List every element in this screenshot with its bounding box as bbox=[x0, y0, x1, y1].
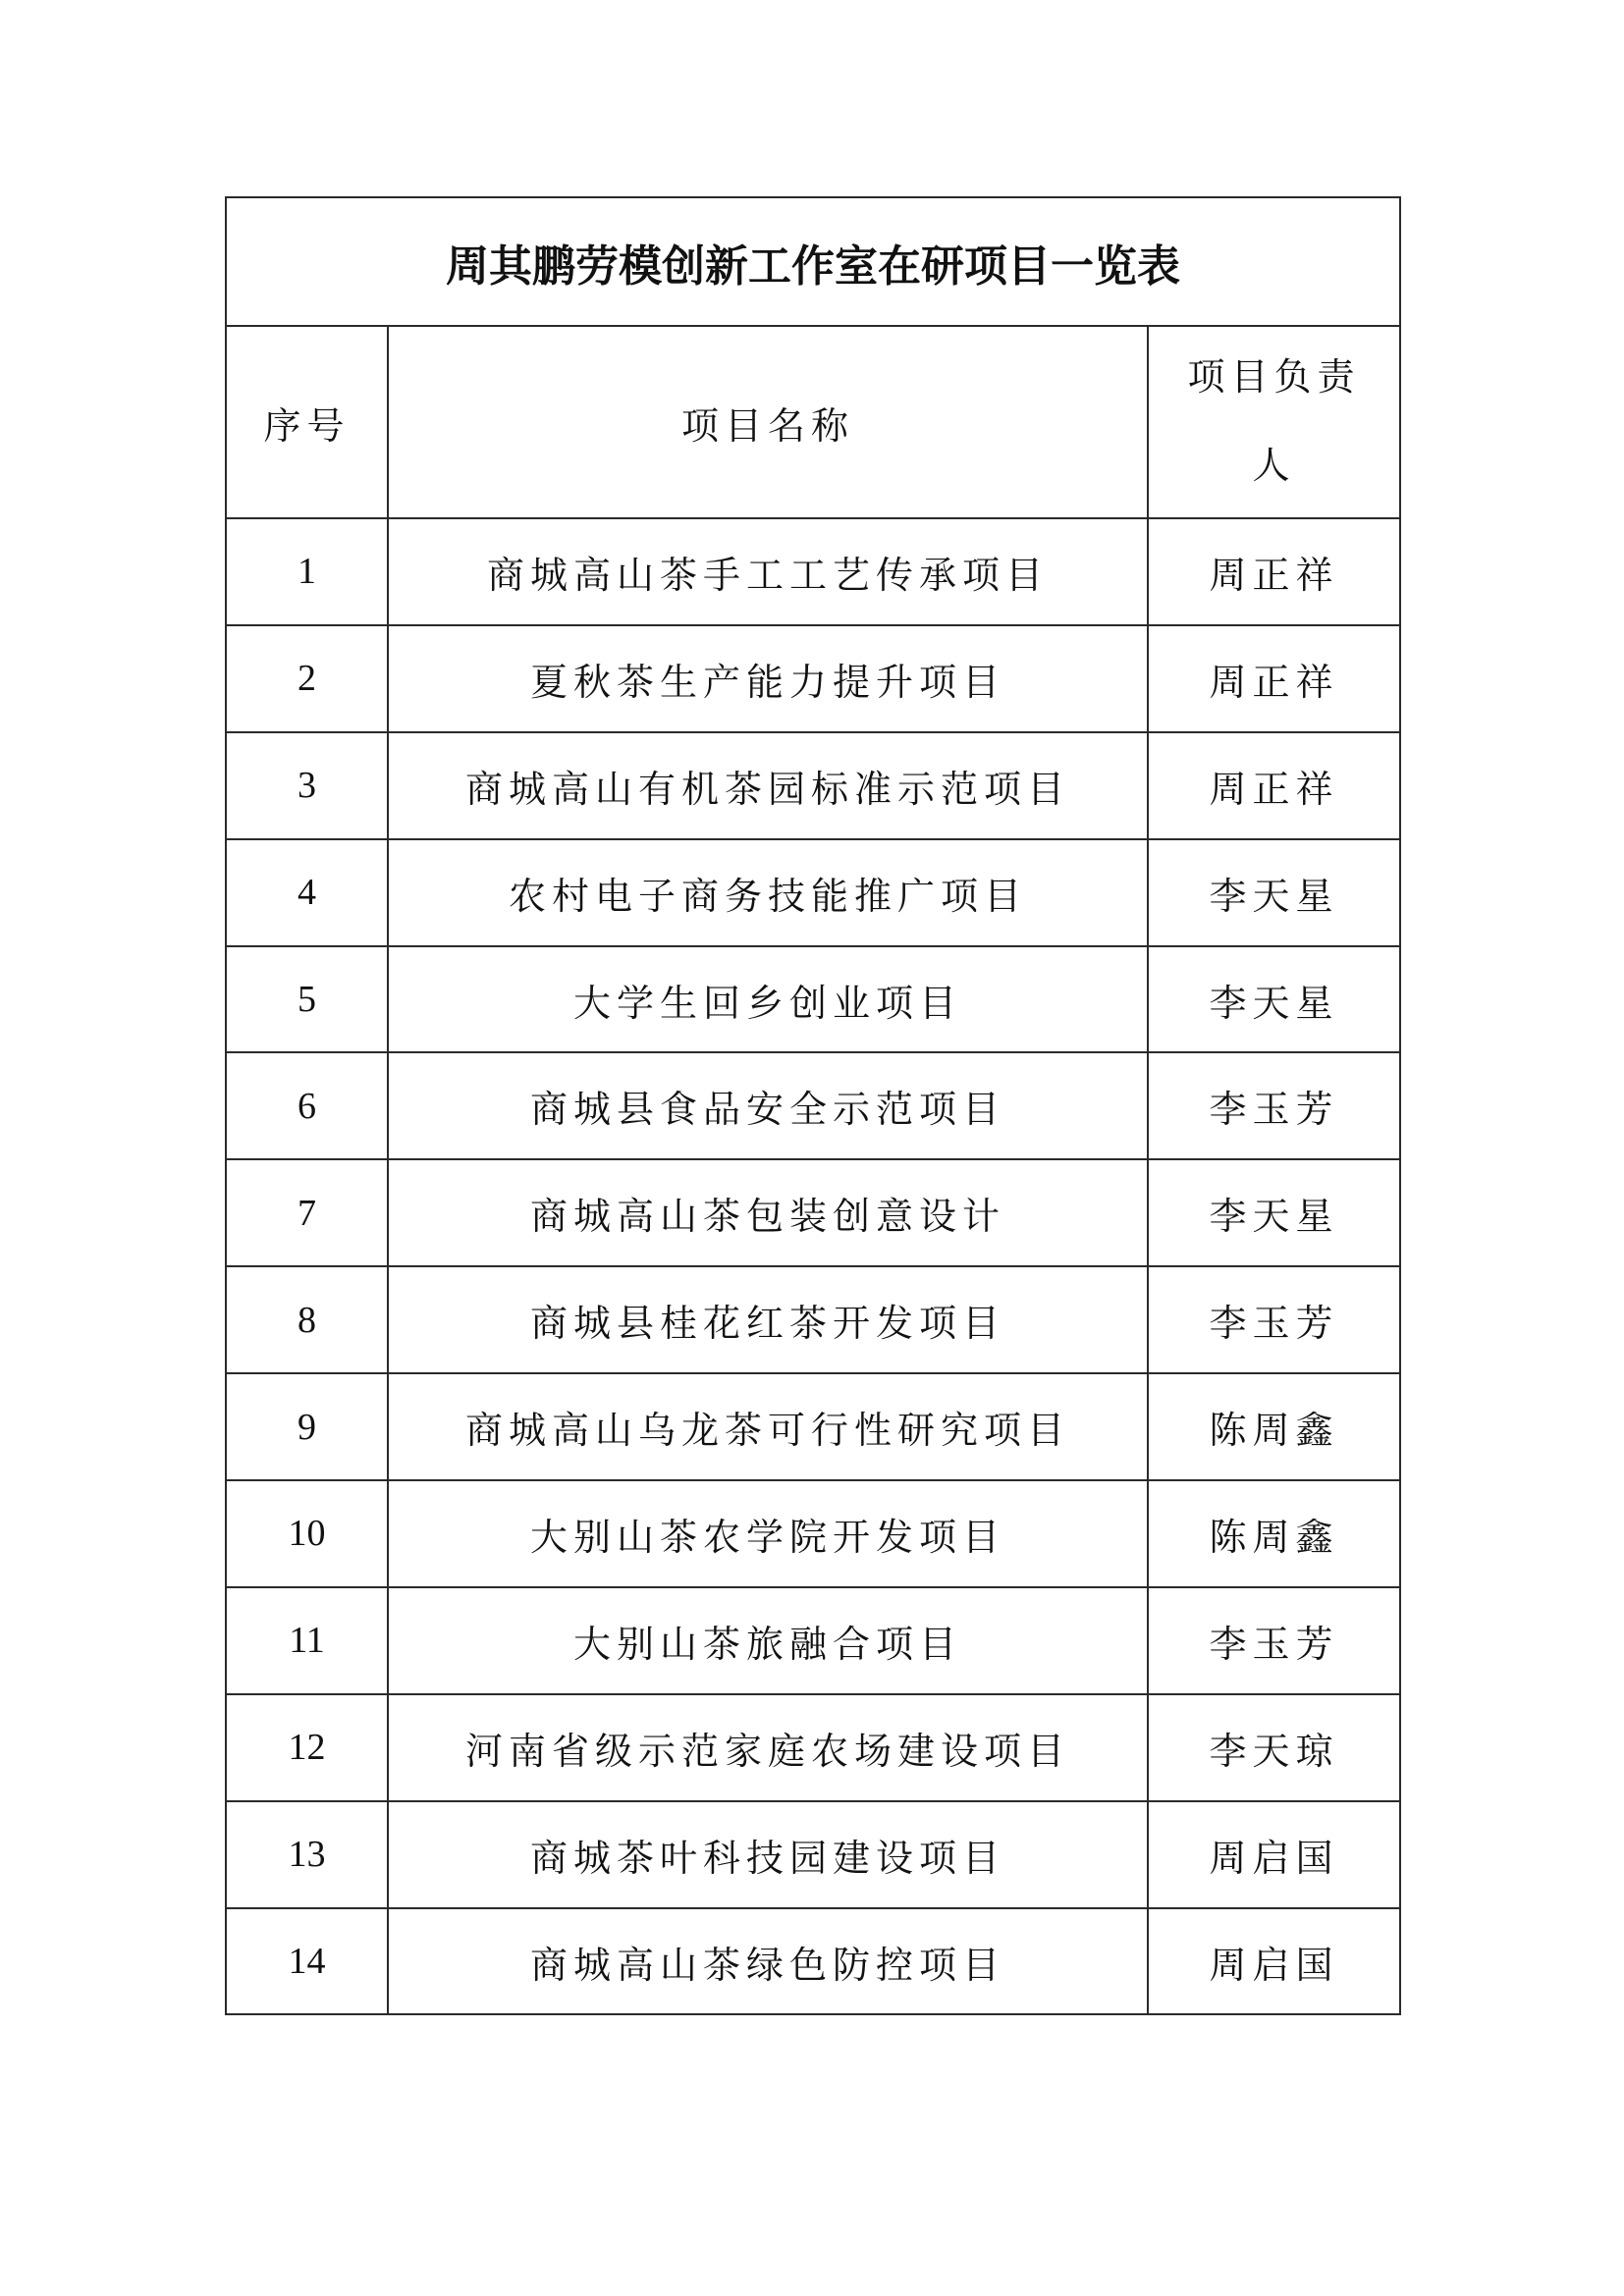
cell-owner: 李玉芳 bbox=[1148, 1052, 1400, 1159]
cell-project-name: 商城高山茶手工工艺传承项目 bbox=[388, 518, 1148, 625]
table-row bbox=[226, 839, 1400, 946]
cell-project-name: 大别山茶农学院开发项目 bbox=[388, 1480, 1148, 1587]
cell-project-name: 商城高山茶绿色防控项目 bbox=[388, 1908, 1148, 2015]
cell-owner: 李天星 bbox=[1148, 946, 1400, 1053]
title-row bbox=[226, 197, 1400, 326]
cell-owner: 周正祥 bbox=[1148, 518, 1400, 625]
table-row bbox=[226, 625, 1400, 732]
cell-no: 4 bbox=[226, 839, 388, 946]
table-row bbox=[226, 1052, 1400, 1159]
cell-project-name: 商城县桂花红茶开发项目 bbox=[388, 1266, 1148, 1373]
cell-no: 5 bbox=[226, 946, 388, 1053]
table-title: 周其鹏劳模创新工作室在研项目一览表 bbox=[226, 197, 1400, 326]
table-row bbox=[226, 1694, 1400, 1801]
table-row bbox=[226, 1159, 1400, 1266]
header-row bbox=[226, 326, 1400, 518]
cell-no: 8 bbox=[226, 1266, 388, 1373]
cell-owner: 周启国 bbox=[1148, 1801, 1400, 1908]
cell-no: 3 bbox=[226, 732, 388, 839]
table-row bbox=[226, 1908, 1400, 2015]
table-row bbox=[226, 1373, 1400, 1480]
cell-owner: 周启国 bbox=[1148, 1908, 1400, 2015]
table-row bbox=[226, 1801, 1400, 1908]
cell-no: 13 bbox=[226, 1801, 388, 1908]
cell-project-name: 商城高山茶包装创意设计 bbox=[388, 1159, 1148, 1266]
cell-no: 9 bbox=[226, 1373, 388, 1480]
cell-no: 14 bbox=[226, 1908, 388, 2015]
cell-owner: 李天星 bbox=[1148, 839, 1400, 946]
project-table bbox=[225, 196, 1401, 2015]
cell-project-name: 商城县食品安全示范项目 bbox=[388, 1052, 1148, 1159]
cell-owner: 陈周鑫 bbox=[1148, 1480, 1400, 1587]
cell-owner: 李天星 bbox=[1148, 1159, 1400, 1266]
cell-owner: 周正祥 bbox=[1148, 732, 1400, 839]
cell-project-name: 河南省级示范家庭农场建设项目 bbox=[388, 1694, 1148, 1801]
cell-owner: 李玉芳 bbox=[1148, 1266, 1400, 1373]
cell-owner: 陈周鑫 bbox=[1148, 1373, 1400, 1480]
header-no: 序号 bbox=[226, 326, 388, 518]
cell-owner: 李天琼 bbox=[1148, 1694, 1400, 1801]
cell-no: 2 bbox=[226, 625, 388, 732]
cell-project-name: 大别山茶旅融合项目 bbox=[388, 1587, 1148, 1694]
cell-project-name: 大学生回乡创业项目 bbox=[388, 946, 1148, 1053]
table-row bbox=[226, 732, 1400, 839]
table-row bbox=[226, 1587, 1400, 1694]
cell-project-name: 商城高山有机茶园标准示范项目 bbox=[388, 732, 1148, 839]
cell-project-name: 商城茶叶科技园建设项目 bbox=[388, 1801, 1148, 1908]
cell-project-name: 夏秋茶生产能力提升项目 bbox=[388, 625, 1148, 732]
table-row bbox=[226, 1266, 1400, 1373]
cell-owner: 李玉芳 bbox=[1148, 1587, 1400, 1694]
cell-project-name: 农村电子商务技能推广项目 bbox=[388, 839, 1148, 946]
cell-no: 7 bbox=[226, 1159, 388, 1266]
table-row bbox=[226, 1480, 1400, 1587]
cell-no: 1 bbox=[226, 518, 388, 625]
header-name: 项目名称 bbox=[388, 326, 1148, 518]
cell-no: 12 bbox=[226, 1694, 388, 1801]
table-row bbox=[226, 946, 1400, 1053]
cell-no: 6 bbox=[226, 1052, 388, 1159]
cell-owner: 周正祥 bbox=[1148, 625, 1400, 732]
header-owner: 项目负责人 bbox=[1148, 326, 1400, 518]
cell-project-name: 商城高山乌龙茶可行性研究项目 bbox=[388, 1373, 1148, 1480]
cell-no: 10 bbox=[226, 1480, 388, 1587]
table-row bbox=[226, 518, 1400, 625]
cell-no: 11 bbox=[226, 1587, 388, 1694]
